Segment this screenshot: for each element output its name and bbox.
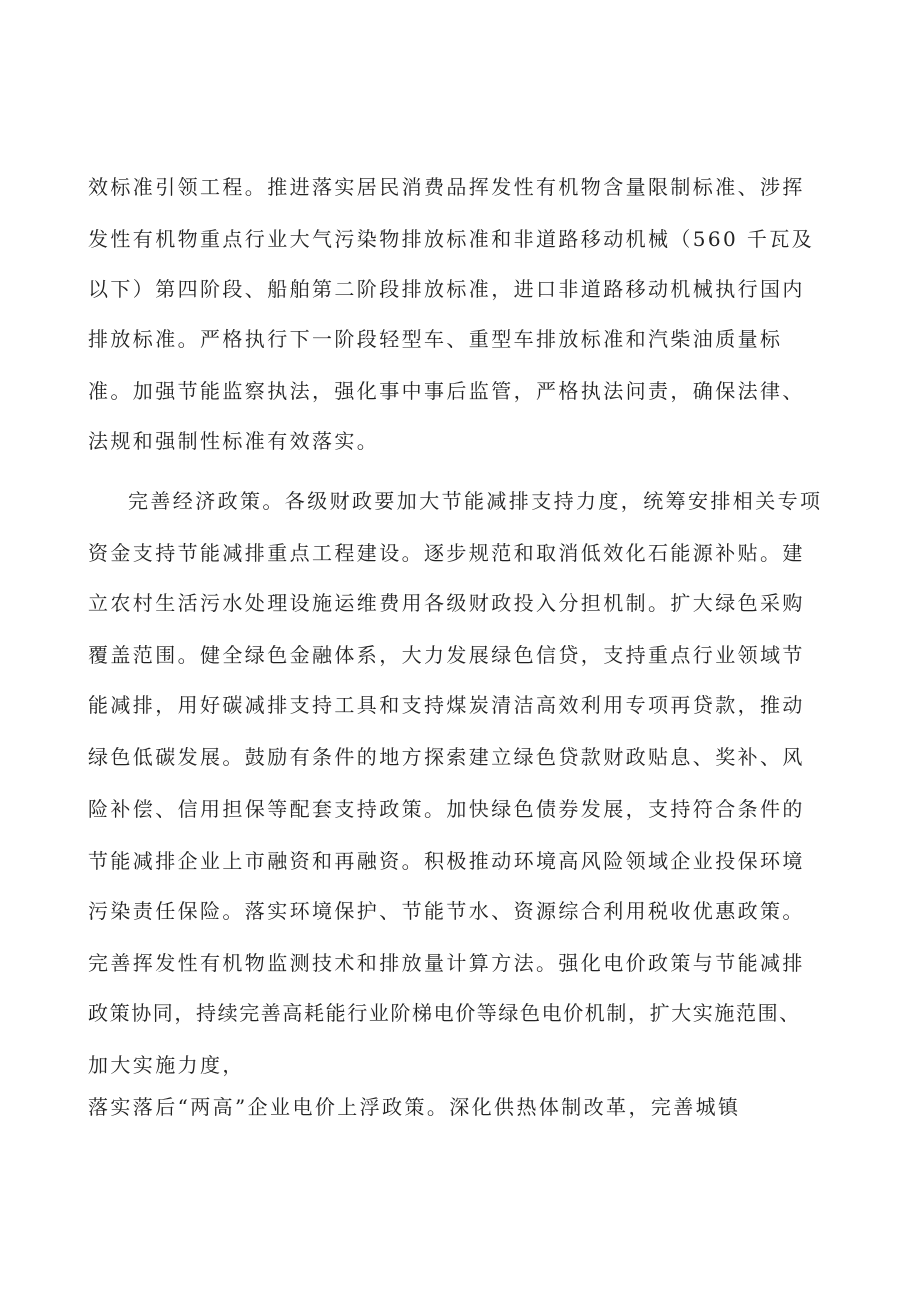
text-line-14: 节能减排企业上市融资和再融资。积极推动环境高风险领域企业投保环境 <box>88 849 805 873</box>
text-line-1: 效标准引领工程。推进落实居民消费品挥发性有机物含量限制标准、涉挥 <box>88 175 805 199</box>
text-line-15: 污染责任保险。落实环境保护、节能节水、资源综合利用税收优惠政策。 <box>88 899 805 923</box>
text-line-13: 险补偿、信用担保等配套支持政策。加快绿色债券发展，支持符合条件的 <box>88 797 805 821</box>
text-line-11: 能减排，用好碳减排支持工具和支持煤炭清洁高效利用专项再贷款，推动 <box>88 693 805 717</box>
text-line-6: 法规和强制性标准有效落实。 <box>88 429 380 453</box>
text-line-12: 绿色低碳发展。鼓励有条件的地方探索建立绿色贷款财政贴息、奖补、风 <box>88 745 805 769</box>
paragraph-start-line: 完善经济政策。各级财政要加大节能减排支持力度，统筹安排相关专项 <box>128 489 823 513</box>
text-line-9: 立农村生活污水处理设施运维费用各级财政投入分担机制。扩大绿色采购 <box>88 591 805 615</box>
text-line-8: 资金支持节能减排重点工程建设。逐步规范和取消低效化石能源补贴。建 <box>88 541 805 565</box>
text-line-4: 排放标准。严格执行下一阶段轻型车、重型车排放标准和汽柴油质量标 <box>88 327 783 351</box>
text-line-2: 发性有机物重点行业大气污染物排放标准和非道路移动机械（560 千瓦及 <box>88 227 815 251</box>
text-line-19: 落实落后“两高”企业电价上浮政策。深化供热体制改革，完善城镇 <box>88 1095 741 1119</box>
text-line-17: 政策协同，持续完善高耗能行业阶梯电价等绿色电价机制，扩大实施范围、 <box>88 1001 801 1025</box>
text-line-10: 覆盖范围。健全绿色金融体系，大力发展绿色信贷，支持重点行业领域节 <box>88 643 805 667</box>
text-line-18: 加大实施力度， <box>88 1053 245 1077</box>
text-line-16: 完善挥发性有机物监测技术和排放量计算方法。强化电价政策与节能减排 <box>88 951 805 975</box>
text-line-3: 以下）第四阶段、船舶第二阶段排放标准，进口非道路移动机械执行国内 <box>88 277 805 301</box>
text-line-5: 准。加强节能监察执法，强化事中事后监管，严格执法问责，确保法律、 <box>88 379 805 403</box>
